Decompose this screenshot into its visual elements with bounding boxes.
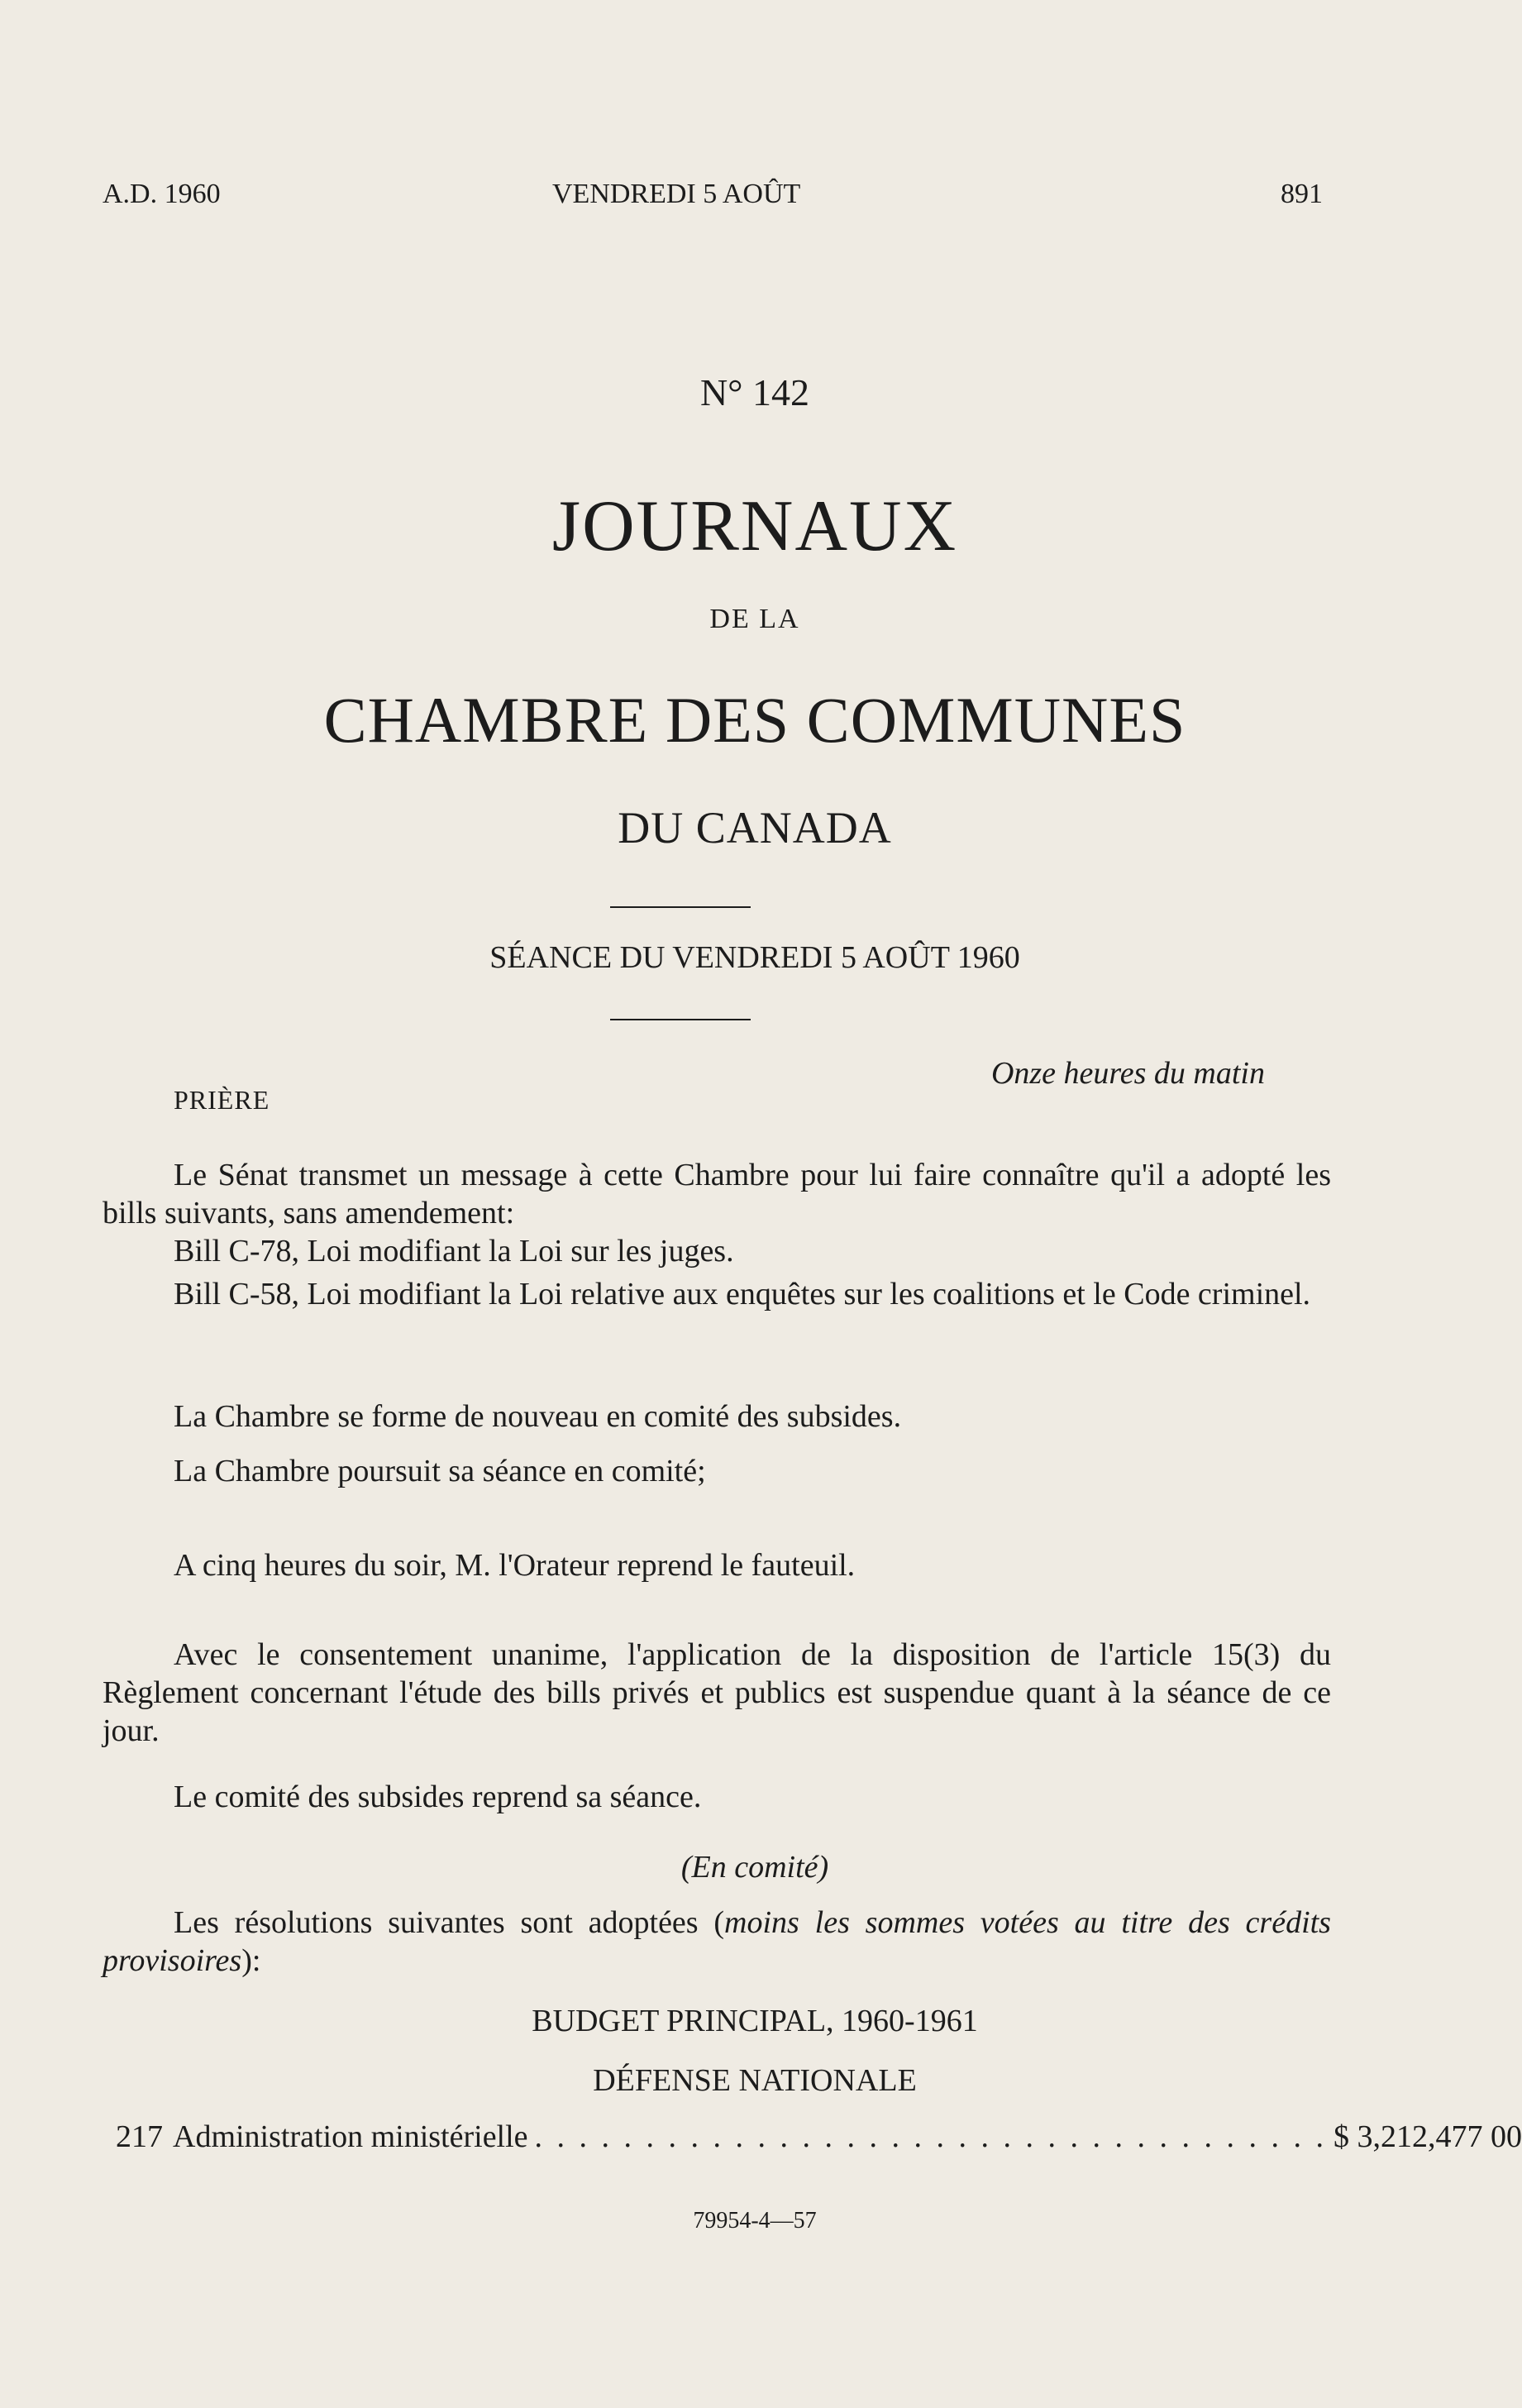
item-number: 217 [116,2119,163,2154]
budget-heading: BUDGET PRINCIPAL, 1960-1961 [532,2004,978,2038]
session-title: SÉANCE DU VENDREDI 5 AOÛT 1960 [489,940,1020,975]
session-time: Onze heures du matin [990,1056,1265,1091]
item-label: Administration ministérielle [173,2119,528,2154]
cinq-heures: A cinq heures du soir, M. l'Orateur reprend le fauteuil. [174,1548,856,1583]
title-canada: DU CANADA [618,803,892,853]
comite-reprend: Le comité des subsides reprend sa séance. [174,1780,702,1814]
comite-forme: La Chambre se forme de nouveau en comité des subsides. [174,1399,902,1434]
divider-rule [610,906,751,908]
divider-rule [610,1019,751,1020]
title-chambre: CHAMBRE DES COMMUNES [323,684,1186,756]
print-code: 79954-4—57 [693,2208,817,2234]
header-year: A.D. 1960 [103,179,221,209]
bill-c58: Bill C-58, Loi modifiant la Loi relative aux enquêtes sur les coalitions et le Code criminel. [174,1277,1311,1312]
resolutions-end: ): [241,1943,261,1978]
bill-c78: Bill C-78, Loi modifiant la Loi sur les juges. [174,1234,734,1268]
title-de-la: DE LA [709,604,800,634]
senat-message: Le Sénat transmet un message à cette Chambre pour lui faire connaître qu'il a adopté les bills suivants, sans amendement: [103,1158,1331,1230]
en-comite: (En comité) [680,1850,829,1885]
issue-number: N° 142 [699,371,810,413]
header-date: VENDREDI 5 AOÛT [552,179,801,209]
resolutions-text: Les résolutions suivantes sont adoptées ( [174,1905,725,1940]
priere-heading: PRIÈRE [174,1085,270,1115]
ministry-heading: DÉFENSE NATIONALE [593,2063,917,2098]
seance-poursuit: La Chambre poursuit sa séance en comité; [174,1454,706,1488]
resolutions-adoptees [103,1904,1331,1980]
leader-dots: . . . . . . . . . . . . . . . . . . . . . . . . . . . . . . . . . . . . [534,2119,1328,2154]
item-amount: $ 3,212,477 00 [1334,2119,1522,2154]
line-item-217 [116,2119,1522,2155]
title-journaux: JOURNAUX [551,486,958,566]
consentement-unanime: Avec le consentement unanime, l'application de la disposition de l'article 15(3) du Règlement concernant l'étude des bills privés et publics est suspendue quant à la séance de ce jour. [103,1637,1331,1748]
header-page-number: 891 [1281,179,1323,209]
resolutions-italic: moins les sommes votées au titre des crédits provisoires [103,1905,1331,1978]
